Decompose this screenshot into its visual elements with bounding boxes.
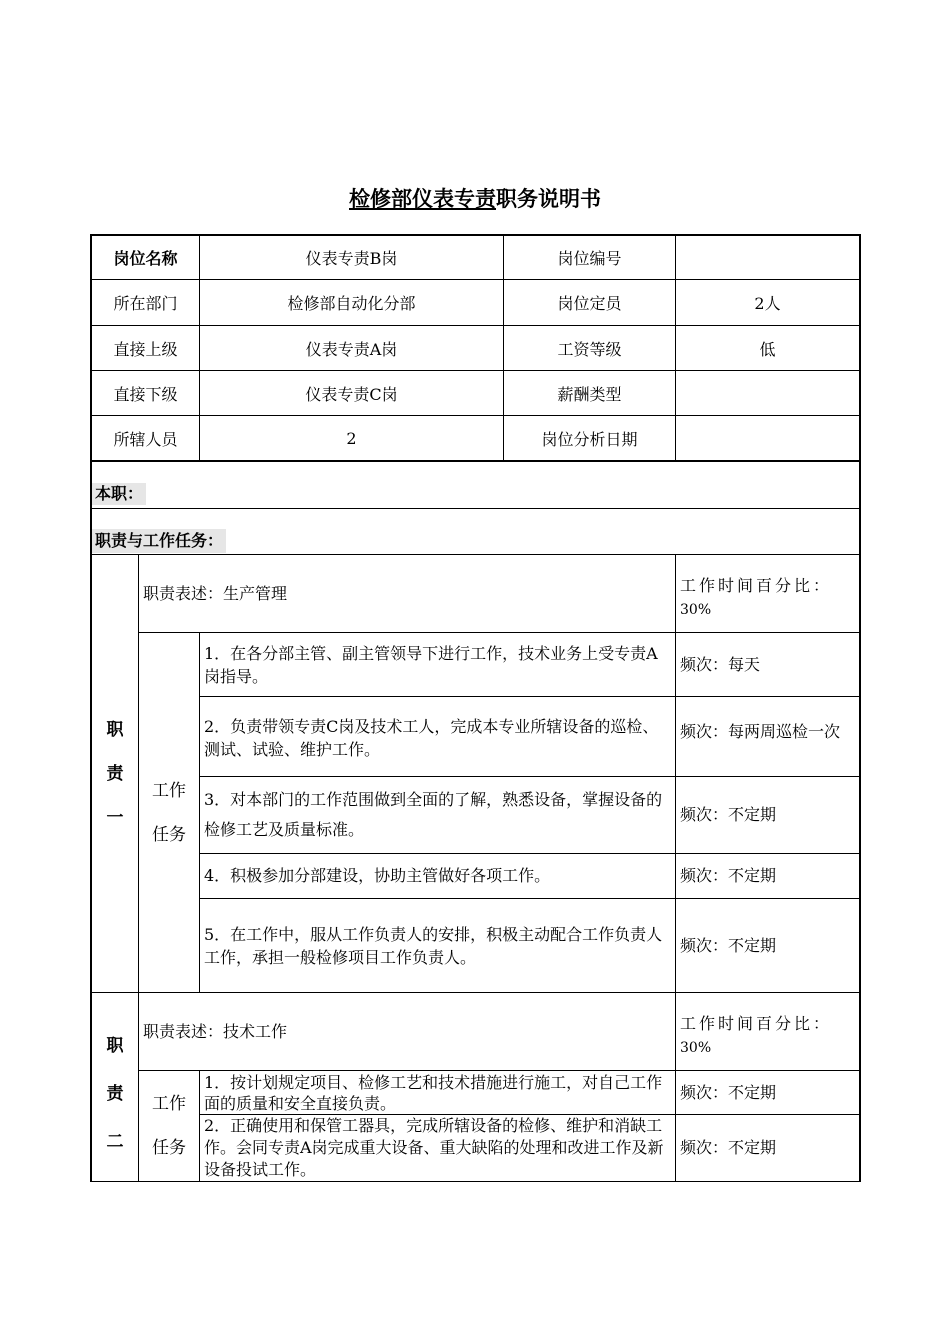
document-title <box>0 183 950 213</box>
duty2-task-2: 2．正确使用和保管工器具，完成所辖设备的检修、维护和消缺工作。会同专责A岗完成重大设备、重大缺陷的处理和改进工作及新设备投试工作。 <box>199 1114 676 1182</box>
title-rest: 职务说明书 <box>496 187 601 211</box>
duties-header-row <box>90 508 861 555</box>
duty1-task-3: 3．对本部门的工作范围做到全面的了解，熟悉设备，掌握设备的检修工艺及质量标准。 <box>199 776 676 854</box>
duty1-task-4: 4．积极参加分部建设，协助主管做好各项工作。 <box>199 853 676 899</box>
duty1-task-4-frequency: 频次：不定期 <box>675 853 861 899</box>
info-value-subordinate: 仪表专责C岗 <box>199 370 504 416</box>
duty1-side-label: 职 责 一 <box>90 554 139 993</box>
info-label-department: 所在部门 <box>90 279 200 326</box>
duty2-percent-cell <box>675 992 861 1071</box>
info-value-salary-type <box>675 370 861 416</box>
info-value-position-code <box>675 234 861 280</box>
info-value-analysis-date <box>675 415 861 462</box>
info-label-position-name: 岗位名称 <box>90 234 200 280</box>
duty1-task-5-frequency: 频次：不定期 <box>675 898 861 993</box>
duty1-percent-cell <box>675 554 861 633</box>
info-value-position-name: 仪表专责B岗 <box>199 234 504 280</box>
info-label-salary-type: 薪酬类型 <box>503 370 676 416</box>
duty1-task-2-frequency: 频次：每两周巡检一次 <box>675 696 861 777</box>
duty1-task-5: 5．在工作中，服从工作负责人的安排，积极主动配合工作负责人工作，承担一般检修项目工作负责人。 <box>199 898 676 993</box>
info-value-pay-grade: 低 <box>675 325 861 371</box>
duty2-description: 职责表述：技术工作 <box>138 992 676 1071</box>
duty2-task-2-frequency: 频次：不定期 <box>675 1114 861 1182</box>
duty1-task-label: 工作 任务 <box>138 632 200 993</box>
info-value-department: 检修部自动化分部 <box>199 279 504 326</box>
info-label-headcount: 岗位定员 <box>503 279 676 326</box>
info-label-subordinate: 直接下级 <box>90 370 200 416</box>
duty1-percent-value: 30% <box>680 602 712 618</box>
duties-label: 职责与工作任务： <box>92 529 226 553</box>
info-label-pay-grade: 工资等级 <box>503 325 676 371</box>
info-value-superior: 仪表专责A岗 <box>199 325 504 371</box>
duty2-percent-label: 工作时间百分比： <box>680 1014 833 1033</box>
info-value-headcount: 2人 <box>675 279 861 326</box>
benzhi-row <box>90 461 861 509</box>
benzhi-label: 本职： <box>92 483 146 505</box>
duty2-percent-value: 30% <box>680 1040 712 1056</box>
duty1-task-3-frequency: 频次：不定期 <box>675 776 861 854</box>
duty2-task-1: 1．按计划规定项目、检修工艺和技术措施进行施工，对自己工作面的质量和安全直接负责。 <box>199 1070 676 1115</box>
duty1-task-1-frequency: 频次：每天 <box>675 632 861 697</box>
info-label-staff: 所辖人员 <box>90 415 200 462</box>
info-label-superior: 直接上级 <box>90 325 200 371</box>
info-value-staff: 2 <box>199 415 504 462</box>
duty1-task-2: 2．负责带领专责C岗及技术工人，完成本专业所辖设备的巡检、测试、试验、维护工作。 <box>199 696 676 777</box>
info-label-position-code: 岗位编号 <box>503 234 676 280</box>
duty1-description: 职责表述：生产管理 <box>138 554 676 633</box>
duty1-task-1: 1．在各分部主管、副主管领导下进行工作，技术业务上受专责A岗指导。 <box>199 632 676 697</box>
duty2-task-label: 工作 任务 <box>138 1070 200 1182</box>
duty1-percent-label: 工作时间百分比： <box>680 576 833 595</box>
duty2-task-1-frequency: 频次：不定期 <box>675 1070 861 1115</box>
info-label-analysis-date: 岗位分析日期 <box>503 415 676 462</box>
title-underlined-part: 检修部仪表专责 <box>349 187 496 211</box>
duty2-side-label: 职 责 二 <box>90 992 139 1182</box>
